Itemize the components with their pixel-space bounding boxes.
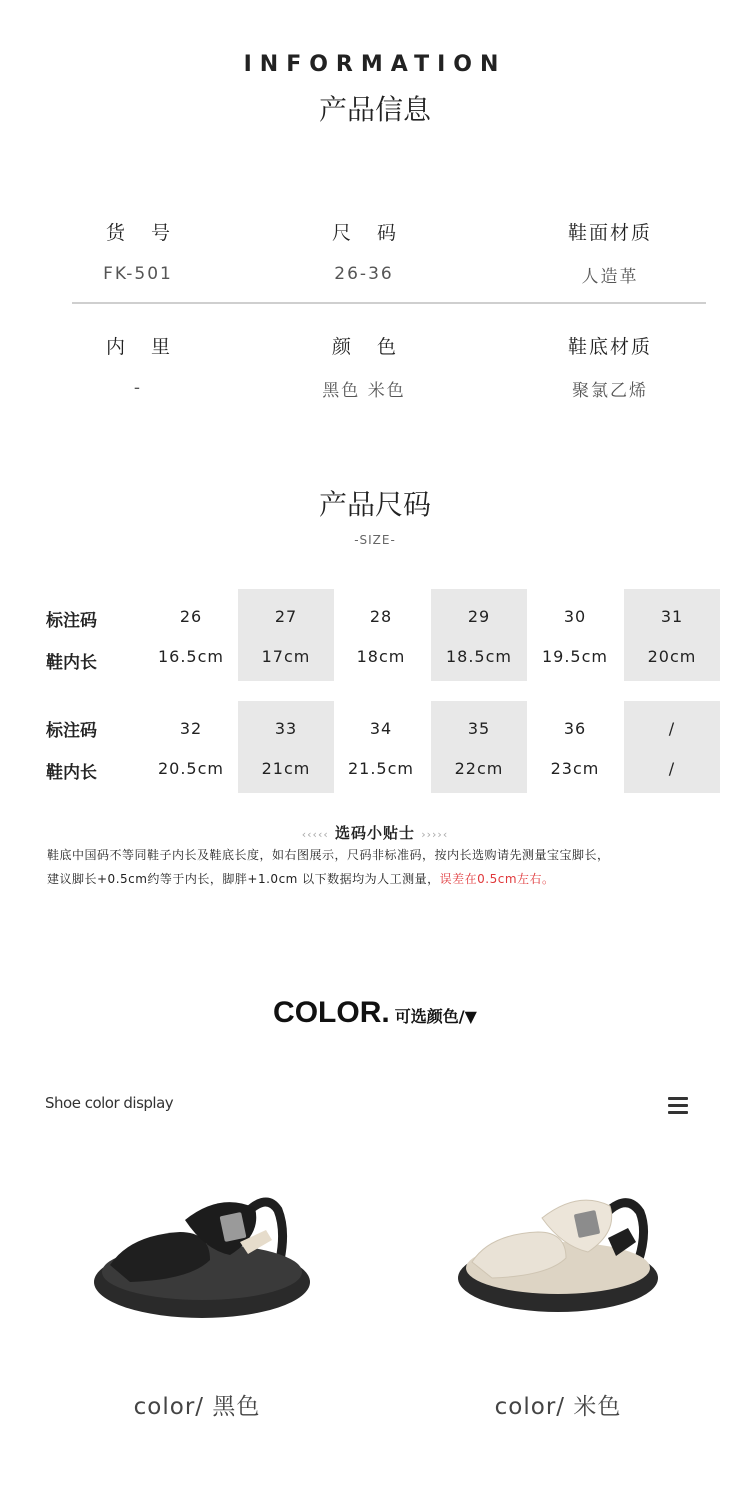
spec-label-lining: 内里 <box>105 336 196 358</box>
shoe-image-beige <box>450 1180 680 1330</box>
size-value: 33 <box>274 719 298 738</box>
menu-icon[interactable] <box>668 1097 688 1115</box>
size-cell <box>333 701 429 793</box>
size-value: 34 <box>369 719 393 738</box>
length-value: 16.5cm <box>157 647 224 666</box>
length-value: 22cm <box>454 759 504 778</box>
spec-value-item-no: FK-501 <box>103 264 173 284</box>
size-value: 36 <box>563 719 587 738</box>
size-title-en: -SIZE- <box>354 533 396 547</box>
tips-line-2 <box>47 870 727 887</box>
length-value: 18cm <box>356 647 406 666</box>
size-cell <box>238 701 334 793</box>
row-label-size: 标注码 <box>46 611 97 631</box>
spec-value-color: 黑色 米色 <box>322 381 406 401</box>
length-value: 19.5cm <box>541 647 608 666</box>
color-caption-beige: color/ 米色 <box>494 1394 622 1420</box>
length-value: / <box>668 759 676 778</box>
spec-value-upper-material: 人造革 <box>581 267 639 287</box>
length-value: 17cm <box>261 647 311 666</box>
size-value: 26 <box>179 607 203 626</box>
size-cell <box>143 589 239 681</box>
size-cell <box>333 589 429 681</box>
color-title-en: COLOR. <box>273 996 390 1029</box>
length-value: 23cm <box>550 759 600 778</box>
size-value: 31 <box>660 607 684 626</box>
size-value: 30 <box>563 607 587 626</box>
spec-label-color: 颜色 <box>331 336 422 358</box>
tips-right-arrows: ››››‹ <box>421 828 449 841</box>
tips-line-2-warning: 误差在0.5cm左右。 <box>439 872 555 886</box>
size-value: 32 <box>179 719 203 738</box>
size-value: 27 <box>274 607 298 626</box>
size-cell <box>624 701 720 793</box>
size-cell <box>527 589 623 681</box>
tips-line-2-normal: 建议脚长+0.5cm约等于内长，脚胖+1.0cm 以下数据均为人工测量， <box>47 872 440 886</box>
spec-value-lining: - <box>133 378 143 398</box>
size-cell <box>624 589 720 681</box>
size-cell <box>143 701 239 793</box>
spec-value-size: 26-36 <box>334 264 394 284</box>
row-label-length: 鞋内长 <box>46 763 97 783</box>
color-caption-black: color/ 黑色 <box>133 1394 261 1420</box>
size-cell <box>238 589 334 681</box>
shoe-image-black <box>90 1180 320 1330</box>
size-value: 35 <box>467 719 491 738</box>
row-label-size: 标注码 <box>46 721 97 741</box>
tips-title-text: 选码小贴士 <box>334 824 415 842</box>
length-value: 20cm <box>647 647 697 666</box>
size-value: 28 <box>369 607 393 626</box>
tips-left-arrows: ‹‹‹‹‹ <box>301 828 329 841</box>
color-title-cn: 可选颜色/▼ <box>394 1007 477 1026</box>
tips-line-1: 鞋底中国码不等同鞋子内长及鞋底长度，如右图展示，尺码非标准码，按内长选购请先测量宝宝脚长， <box>47 848 610 862</box>
info-title-cn: 产品信息 <box>318 93 431 126</box>
spec-label-sole-material: 鞋底材质 <box>567 336 652 358</box>
shoe-color-display-label: Shoe color display <box>45 1094 174 1112</box>
spec-divider <box>72 302 706 304</box>
color-title <box>0 996 750 1030</box>
size-cell <box>431 589 527 681</box>
size-value: 29 <box>467 607 491 626</box>
row-label-length: 鞋内长 <box>46 653 97 673</box>
spec-label-upper-material: 鞋面材质 <box>567 222 652 244</box>
length-value: 21cm <box>261 759 311 778</box>
spec-label-item-no: 货号 <box>105 222 196 244</box>
length-value: 18.5cm <box>445 647 512 666</box>
spec-value-sole-material: 聚氯乙烯 <box>572 381 648 401</box>
size-value: / <box>668 719 676 738</box>
size-cell <box>431 701 527 793</box>
length-value: 21.5cm <box>347 759 414 778</box>
length-value: 20.5cm <box>157 759 224 778</box>
tips-title <box>0 822 750 843</box>
size-cell <box>527 701 623 793</box>
info-title-en: INFORMATION <box>243 52 507 77</box>
spec-label-size: 尺码 <box>331 222 422 244</box>
size-title-cn: 产品尺码 <box>318 488 431 521</box>
